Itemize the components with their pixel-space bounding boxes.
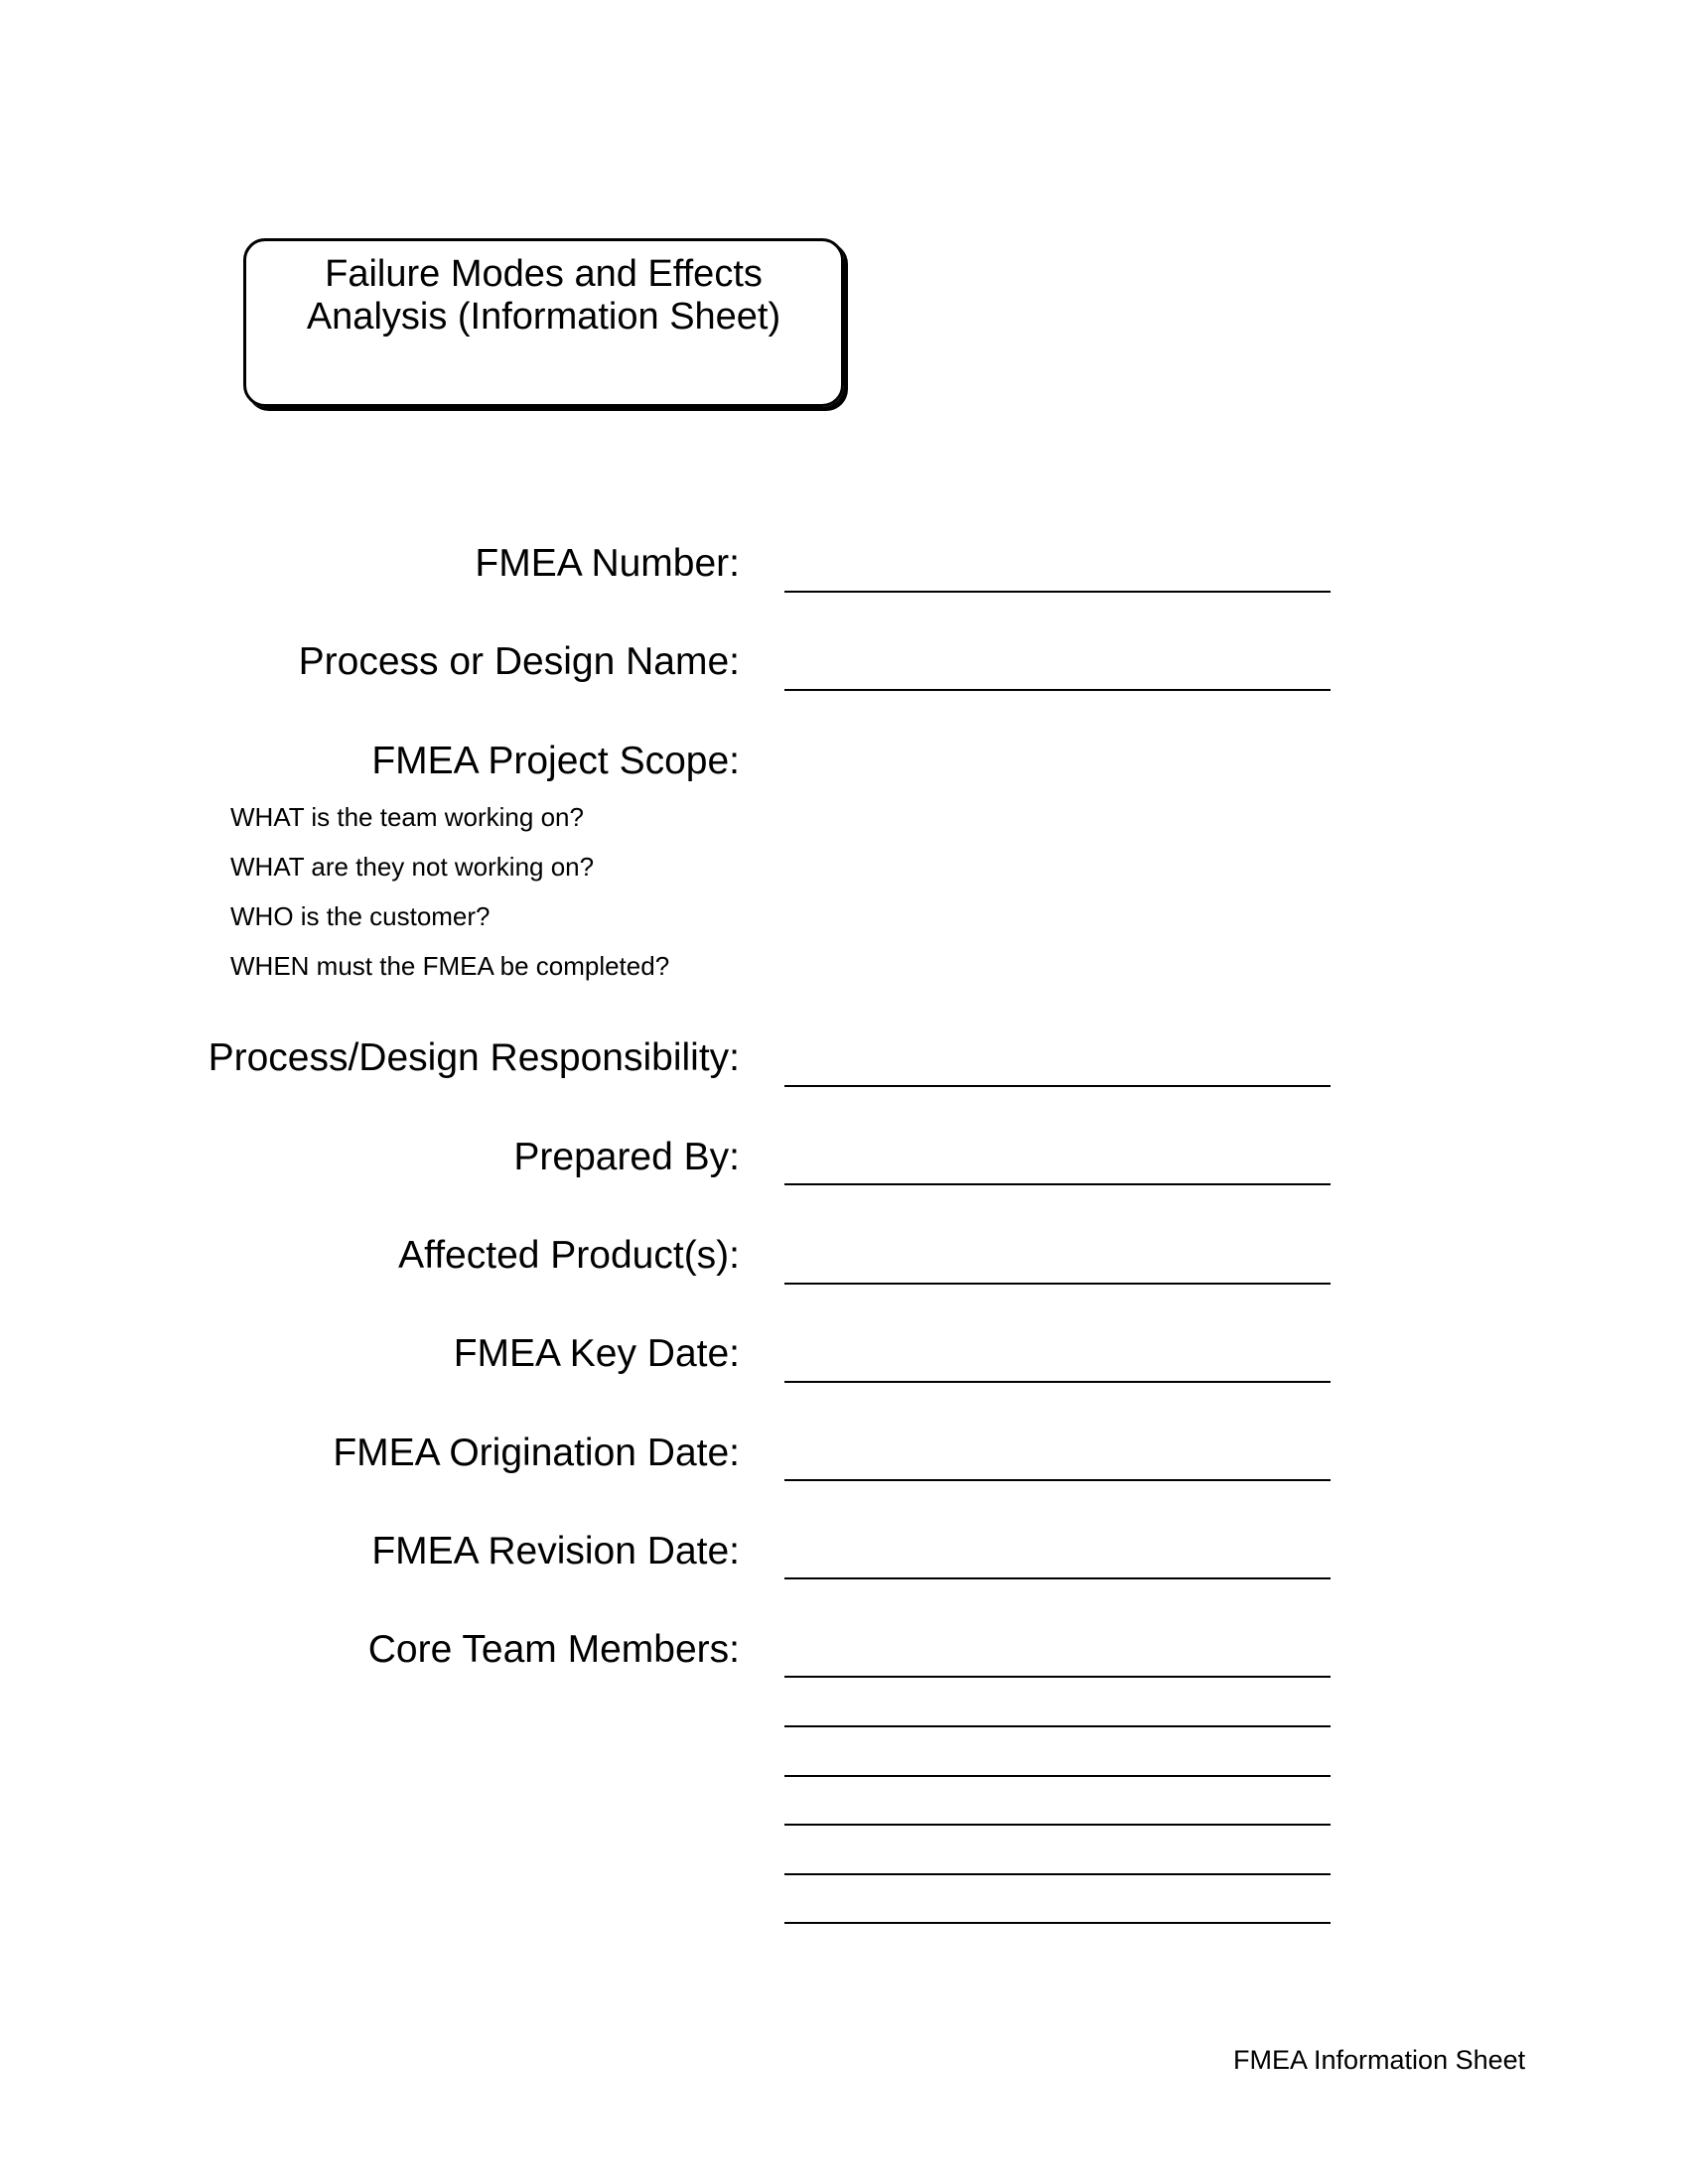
title-line-1: Failure Modes and Effects — [325, 253, 763, 295]
key-date-field[interactable] — [784, 1381, 1331, 1383]
core-team-field-6[interactable] — [784, 1922, 1331, 1924]
footer-text: FMEA Information Sheet — [1233, 2045, 1526, 2075]
process-design-name-label: Process or Design Name: — [298, 640, 740, 683]
title-box — [243, 238, 844, 407]
core-team-field-3[interactable] — [784, 1775, 1331, 1777]
process-design-name-field[interactable] — [784, 689, 1331, 691]
scope-question-what: WHAT is the team working on? — [230, 802, 584, 832]
project-scope-label: FMEA Project Scope: — [371, 740, 740, 782]
core-team-field-1[interactable] — [784, 1676, 1331, 1678]
revision-date-field[interactable] — [784, 1577, 1331, 1579]
responsibility-label: Process/Design Responsibility: — [208, 1036, 740, 1079]
affected-products-label: Affected Product(s): — [398, 1234, 740, 1277]
responsibility-field[interactable] — [784, 1085, 1331, 1087]
prepared-by-label: Prepared By: — [513, 1136, 740, 1178]
origination-date-label: FMEA Origination Date: — [333, 1432, 740, 1474]
scope-question-what-not: WHAT are they not working on? — [230, 852, 595, 882]
revision-date-label: FMEA Revision Date: — [371, 1530, 740, 1572]
fmea-number-label: FMEA Number: — [475, 542, 740, 585]
origination-date-field[interactable] — [784, 1479, 1331, 1481]
title-line-2: Analysis (Information Sheet) — [306, 296, 781, 338]
scope-question-who: WHO is the customer? — [230, 901, 491, 931]
core-team-field-2[interactable] — [784, 1725, 1331, 1727]
key-date-label: FMEA Key Date: — [453, 1332, 740, 1375]
core-team-label: Core Team Members: — [367, 1628, 740, 1671]
affected-products-field[interactable] — [784, 1283, 1331, 1285]
scope-question-when: WHEN must the FMEA be completed? — [230, 951, 670, 981]
prepared-by-field[interactable] — [784, 1183, 1331, 1185]
core-team-field-5[interactable] — [784, 1873, 1331, 1875]
fmea-number-field[interactable] — [784, 591, 1331, 593]
core-team-field-4[interactable] — [784, 1824, 1331, 1826]
